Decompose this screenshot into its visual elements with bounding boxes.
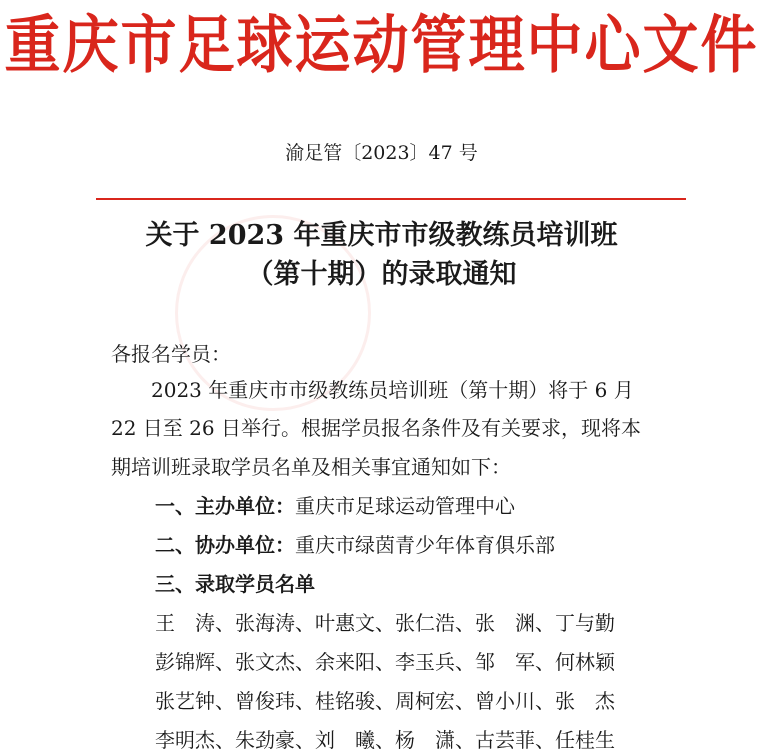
section-co-organizer xyxy=(155,531,555,559)
section-label: 三、录取学员名单 xyxy=(155,572,315,596)
name-row: 王 涛、张海涛、叶惠文、张仁浩、张 渊、丁与勤 xyxy=(155,611,615,635)
section-value: 重庆市绿茵青少年体育俱乐部 xyxy=(295,533,555,557)
paragraph-line: 期培训班录取学员名单及相关事宜通知如下： xyxy=(111,455,511,479)
paragraph-line: 22 日至 26 日举行。根据学员报名条件及有关要求，现将本 xyxy=(111,416,641,440)
salutation: 各报名学员： xyxy=(111,342,231,366)
paragraph-line: 2023 年重庆市市级教练员培训班（第十期）将于 6 月 xyxy=(151,378,634,402)
name-row: 张艺钟、曾俊玮、桂铭骏、周柯宏、曾小川、张 杰 xyxy=(155,689,615,713)
section-label: 二、协办单位： xyxy=(155,533,295,557)
section-label: 一、主办单位： xyxy=(155,494,295,518)
notice-title-line-1: 关于 2023 年重庆市市级教练员培训班 xyxy=(145,220,618,251)
document-header-title: 重庆市足球运动管理中心文件 xyxy=(4,9,759,83)
document-number: 渝足管〔2023〕47 号 xyxy=(285,142,478,164)
name-row: 李明杰、朱劲豪、刘 曦、杨 潇、古芸菲、任桂生 xyxy=(155,728,615,752)
notice-title-line-2: （第十期）的录取通知 xyxy=(246,259,517,290)
section-value: 重庆市足球运动管理中心 xyxy=(295,494,515,518)
section-organizer xyxy=(155,492,515,520)
section-admitted-list xyxy=(155,570,315,598)
name-row: 彭锦辉、张文杰、余来阳、李玉兵、邹 军、何林颖 xyxy=(155,650,615,674)
red-divider-line xyxy=(96,198,686,200)
